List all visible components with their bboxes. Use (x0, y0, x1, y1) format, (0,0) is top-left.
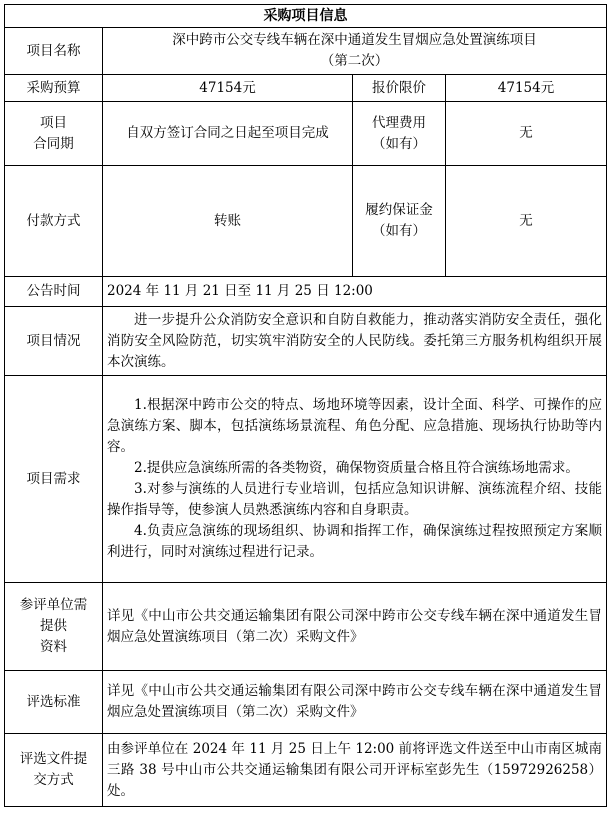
criteria-label: 评选标准 (5, 671, 103, 734)
contract-period-value: 自双方签订合同之日起至项目完成 (103, 102, 353, 166)
requirement-item: 2.提供应急演练所需的各类物资，确保物资质量合格且符合演练场地需求。 (134, 460, 579, 476)
requirement-item: 3.对参与演练的人员进行专业培训，包括应急知识讲解、演练流程介绍、技能操作指导等，使参演人员熟悉演练内容和自身职责。 (107, 481, 602, 518)
project-status-text: 进一步提升公众消防安全意识和自防自救能力，推动落实消防安全责任，强化消防安全风险防范，切实筑牢消防安全的人民防线。委托第三方服务机构组织开展本次演练。 (107, 311, 602, 370)
performance-bond-label (353, 166, 446, 277)
submission-label-line1: 评选文件提 (19, 751, 88, 767)
contract-period-label-line2: 合同期 (33, 135, 74, 152)
project-name-line2: （第二次） (320, 53, 389, 69)
agency-fee-value: 无 (446, 102, 607, 166)
performance-bond-label-line2: （如有） (372, 223, 426, 239)
performance-bond-value: 无 (446, 166, 607, 277)
project-name-line1: 深中跨市公交专线车辆在深中通道发生冒烟应急处置演练项目 (172, 32, 537, 48)
materials-label-line2: 提供 (40, 618, 67, 634)
criteria-value: 详见《中山市公共交通运输集团有限公司深中跨市公交专线车辆在深中通道发生冒烟应急处置演练项目（第二次）采购文件》 (103, 671, 607, 734)
materials-label-line3: 资料 (40, 639, 67, 655)
budget-value: 47154元 (103, 75, 353, 102)
requirement-item: 4.负责应急演练的现场组织、协调和指挥工作，确保演练过程按照预定方案顺利进行，同时对演练过程进行记录。 (107, 523, 602, 560)
requirements-value (103, 376, 607, 583)
project-status-label: 项目情况 (5, 307, 103, 376)
contract-period-label (5, 102, 103, 166)
payment-label: 付款方式 (5, 166, 103, 277)
submission-label (5, 734, 103, 807)
agency-fee-label-line1: 代理费用 (372, 114, 426, 131)
contract-period-label-line1: 项目 (40, 114, 67, 131)
project-name-value (103, 28, 607, 75)
budget-label: 采购预算 (5, 75, 103, 102)
materials-value: 详见《中山市公共交通运输集团有限公司深中跨市公交专线车辆在深中通道发生冒烟应急处置演练项目（第二次）采购文件》 (103, 583, 607, 671)
agency-fee-label-line2: （如有） (372, 135, 426, 152)
payment-value: 转账 (103, 166, 353, 277)
agency-fee-label (353, 102, 446, 166)
submission-value: 由参评单位在 2024 年 11 月 25 日上午 12:00 前将评选文件送至中山市南区城南三路 38 号中山市公共交通运输集团有限公司开评标室彭先生（15972926258）处。 (103, 734, 607, 807)
price-limit-value: 47154元 (446, 75, 607, 102)
performance-bond-label-line1: 履约保证金 (365, 202, 433, 218)
materials-label (5, 583, 103, 671)
table-title: 采购项目信息 (5, 5, 607, 28)
project-status-value (103, 307, 607, 376)
procurement-info-table (4, 4, 607, 807)
submission-label-line2: 交方式 (33, 772, 74, 788)
requirement-item: 1.根据深中跨市公交的特点、场地环境等因素，设计全面、科学、可操作的应急演练方案、脚本，包括演练场景流程、角色分配、应急措施、现场执行协助等内容。 (107, 397, 602, 455)
project-name-label: 项目名称 (5, 28, 103, 75)
materials-label-line1: 参评单位需 (19, 597, 88, 613)
announcement-value: 2024 年 11 月 21 日至 11 月 25 日 12:00 (103, 277, 607, 307)
announcement-label: 公告时间 (5, 277, 103, 307)
requirements-label: 项目需求 (5, 376, 103, 583)
price-limit-label: 报价限价 (353, 75, 446, 102)
